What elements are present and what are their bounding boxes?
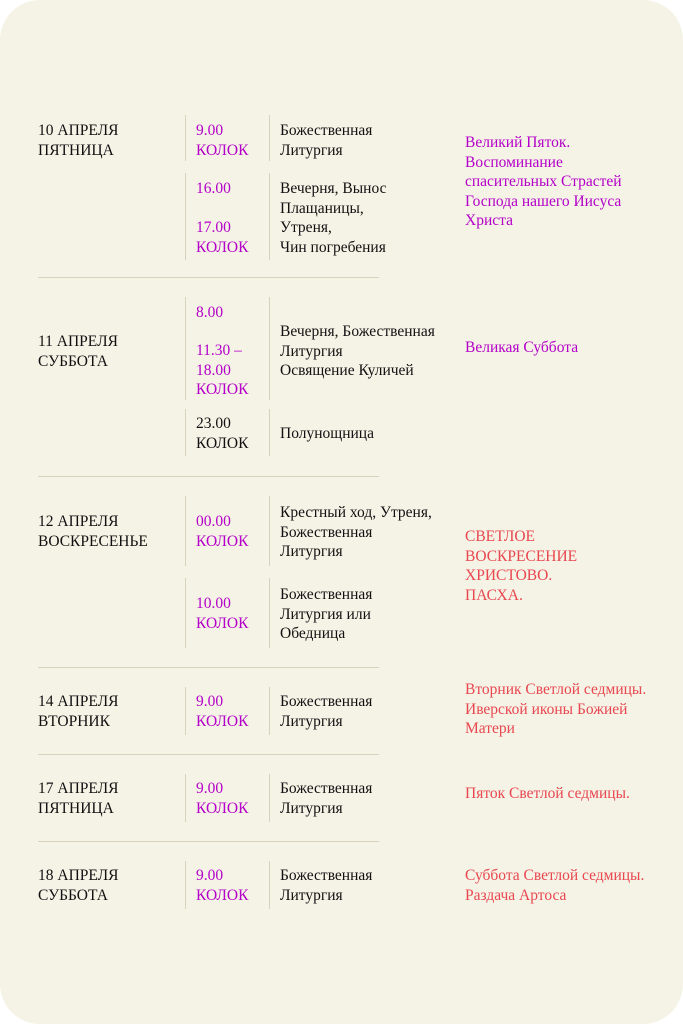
day-weekday: ПЯТНИЦА — [38, 799, 114, 817]
service-time: 10.00 — [196, 595, 231, 612]
divider — [269, 496, 270, 566]
divider — [185, 496, 186, 566]
day-date: 10 АПРЕЛЯ — [38, 122, 119, 139]
service-name: Полунощница — [280, 425, 374, 442]
service-time: 00.00 — [196, 513, 231, 530]
service-name: Божественная — [280, 693, 373, 710]
divider — [185, 115, 186, 161]
divider — [185, 409, 186, 456]
day-note: ВОСКРЕСЕНИЕ — [465, 547, 578, 565]
service-time: 9.00 — [196, 693, 224, 710]
day-date: 17 АПРЕЛЯ — [38, 780, 119, 797]
service-time: КОЛОК — [196, 886, 249, 904]
day-date: 18 АПРЕЛЯ — [38, 867, 119, 884]
service-name: Божественная — [280, 523, 373, 541]
service-name: Литургия — [280, 141, 343, 159]
service-time: 9.00 — [196, 122, 224, 139]
service-name: Литургия или — [280, 605, 371, 623]
row-separator — [38, 754, 379, 755]
service-time: 9.00 — [196, 780, 224, 797]
day-note: Христа — [465, 212, 513, 229]
day-note: Раздача Артоса — [465, 886, 567, 904]
service-time: КОЛОК — [196, 381, 249, 398]
divider — [185, 173, 186, 260]
service-time: КОЛОК — [196, 799, 249, 817]
day-note: СВЕТЛОЕ — [465, 528, 536, 545]
divider — [269, 173, 270, 260]
divider — [185, 774, 186, 822]
day-note: Великая Суббота — [465, 339, 579, 356]
day-note: Воспоминание — [465, 153, 563, 171]
service-name: Чин погребения — [280, 238, 386, 256]
service-name: Божественная — [280, 586, 373, 603]
service-name: Божественная — [280, 780, 373, 797]
service-time: КОЛОК — [196, 434, 249, 452]
service-name: Крестный ход, Утреня, — [280, 504, 432, 521]
divider — [269, 409, 270, 456]
service-time: 23.00 — [196, 415, 231, 432]
divider — [269, 687, 270, 735]
service-time: 9.00 — [196, 867, 224, 884]
service-name: Утреня, — [280, 219, 332, 236]
service-time: КОЛОК — [196, 238, 249, 256]
service-name: Вечерня, Вынос — [280, 180, 387, 197]
day-note: Вторник Светлой седмицы. — [465, 681, 647, 698]
divider — [269, 115, 270, 161]
divider — [269, 861, 270, 909]
row-separator — [38, 667, 379, 668]
day-note: Великий Пяток. — [465, 134, 571, 151]
day-note: Суббота Светлой седмицы. — [465, 867, 645, 884]
service-name: Литургия — [280, 342, 343, 360]
day-date: 11 АПРЕЛЯ — [38, 333, 118, 350]
row-separator — [38, 841, 379, 842]
service-time: КОЛОК — [196, 614, 249, 632]
divider — [269, 578, 270, 648]
service-name: Божественная — [280, 867, 373, 884]
service-name: Литургия — [280, 799, 343, 817]
service-name: Божественная — [280, 122, 373, 139]
service-name: Литургия — [280, 712, 343, 730]
divider — [185, 297, 186, 400]
day-date: 14 АПРЕЛЯ — [38, 693, 119, 710]
day-weekday: СУББОТА — [38, 352, 108, 370]
day-date: 12 АПРЕЛЯ — [38, 513, 119, 530]
service-time: 16.00 — [196, 180, 231, 197]
divider — [185, 861, 186, 909]
day-note: Пяток Светлой седмицы. — [465, 785, 630, 802]
service-time: 18.00 — [196, 361, 231, 379]
service-name: Литургия — [280, 543, 343, 560]
service-time: 11.30 – — [196, 342, 242, 359]
day-note: ПАСХА. — [465, 586, 523, 604]
day-weekday: ВТОРНИК — [38, 712, 110, 730]
service-name: Литургия — [280, 886, 343, 904]
divider — [185, 687, 186, 735]
day-note: Иверской иконы Божией — [465, 700, 628, 718]
day-weekday: ВОСКРЕСЕНЬЕ — [38, 532, 148, 550]
divider — [269, 297, 270, 400]
divider — [185, 578, 186, 648]
service-time: КОЛОК — [196, 712, 249, 730]
service-time: 17.00 — [196, 219, 231, 236]
day-note: ХРИСТОВО. — [465, 567, 553, 584]
service-time: КОЛОК — [196, 532, 249, 550]
day-note: Матери — [465, 720, 515, 737]
row-separator — [38, 476, 379, 477]
day-weekday: СУББОТА — [38, 886, 108, 904]
day-weekday: ПЯТНИЦА — [38, 141, 114, 159]
service-time: КОЛОК — [196, 141, 249, 159]
service-name: Вечерня, Божественная — [280, 323, 435, 340]
day-note: спасительных Страстей — [465, 173, 622, 190]
divider — [269, 774, 270, 822]
row-separator — [38, 277, 379, 278]
service-name: Плащаницы, — [280, 199, 364, 217]
service-name: Освящение Куличей — [280, 362, 414, 379]
day-note: Господа нашего Иисуса — [465, 192, 622, 210]
service-time: 8.00 — [196, 304, 224, 321]
service-name: Обедница — [280, 625, 346, 642]
